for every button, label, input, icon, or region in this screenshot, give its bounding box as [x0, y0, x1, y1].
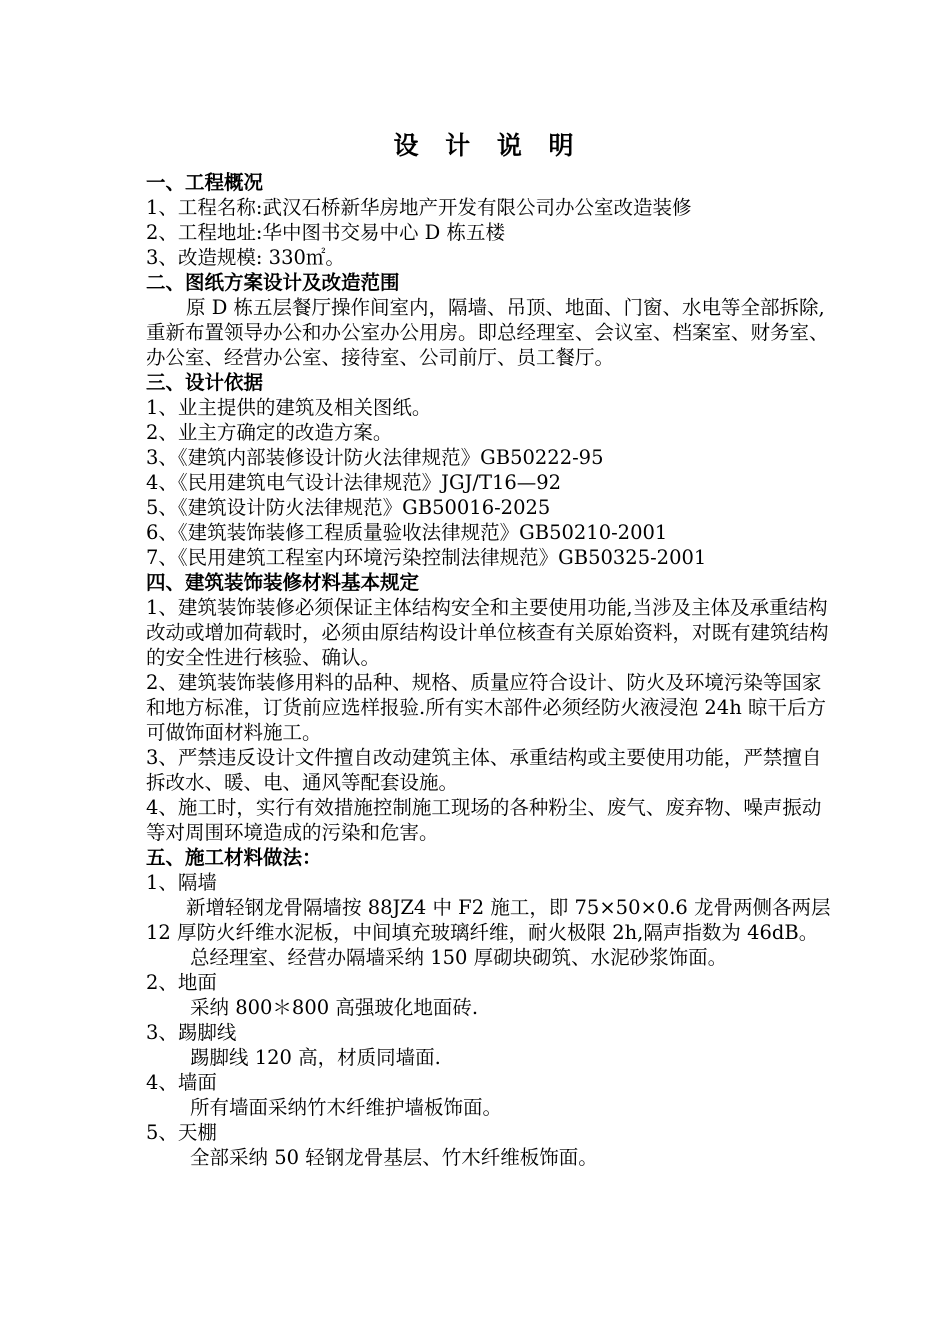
overview-project-address: 2、工程地址:华中图书交易中心 D 栋五楼: [146, 221, 506, 244]
basis-item: 7、《民用建筑工程室内环境污染控制法律规范》GB50325-2001: [146, 546, 707, 569]
skirting-paragraph: 踢脚线 120 高，材质同墙面.: [190, 1046, 441, 1069]
section-heading-overview: 一、工程概况: [146, 171, 264, 194]
wall-paragraph: 所有墙面采纳竹木纤维护墙板饰面。: [190, 1096, 503, 1119]
floor-paragraph: 采纳 800＊800 高强玻化地面砖.: [190, 996, 479, 1019]
page-title: 设 计 说 明: [393, 131, 583, 160]
regulation-paragraph: 3、严禁违反设计文件擅自改动建筑主体、承重结构或主要使用功能，严禁擅自拆改水、暖、电、通风等配套设施。: [146, 746, 822, 794]
partition-paragraph-2: 总经理室、经营办隔墙采纳 150 厚砌块砌筑、水泥砂浆饰面。: [190, 946, 728, 969]
overview-project-name: 1、工程名称:武汉石桥新华房地产开发有限公司办公室改造装修: [146, 196, 692, 219]
materials-item-skirting: 3、踢脚线: [146, 1021, 237, 1044]
section-heading-scope: 二、图纸方案设计及改造范围: [146, 271, 400, 294]
section-heading-regulations: 四、建筑装饰装修材料基本规定: [146, 571, 420, 594]
materials-item-ceiling: 5、天棚: [146, 1121, 217, 1144]
materials-item-floor: 2、地面: [146, 971, 217, 994]
basis-item: 2、业主方确定的改造方案。: [146, 421, 393, 444]
materials-item-partition: 1、隔墙: [146, 871, 217, 894]
basis-item: 6、《建筑装饰装修工程质量验收法律规范》GB50210-2001: [146, 521, 668, 544]
materials-item-wall: 4、墙面: [146, 1071, 217, 1094]
basis-item: 5、《建筑设计防火法律规范》GB50016-2025: [146, 496, 551, 519]
ceiling-paragraph: 全部采纳 50 轻钢龙骨基层、竹木纤维板饰面。: [190, 1146, 598, 1169]
partition-paragraph: 新增轻钢龙骨隔墙按 88JZ4 中 F2 施工，即 75×50×0.6 龙骨两侧各两层 12 厚防火纤维水泥板，中间填充玻璃纤维，耐火极限 2h,隔声指数为 46dB。: [146, 896, 831, 944]
regulation-paragraph: 1、建筑装饰装修必须保证主体结构安全和主要使用功能,当涉及主体及承重结构改动或增加荷载时，必须由原结构设计单位核查有关原始资料，对既有建筑结构的安全性进行核验、确认。: [146, 596, 829, 669]
regulation-paragraph: 2、建筑装饰装修用料的品种、规格、质量应符合设计、防火及环境污染等国家和地方标准，订货前应选样报验.所有实木部件必须经防火液浸泡 24h 晾干后方可做饰面材料施工。: [146, 671, 826, 744]
scope-paragraph: 原 D 栋五层餐厅操作间室内，隔墙、吊顶、地面、门窗、水电等全部拆除,重新布置领导办公和办公室办公用房。即总经理室、会议室、档案室、财务室、办公室、经营办公室、接待室、公司前厅、员工餐厅。: [146, 296, 829, 369]
section-heading-materials: 五、施工材料做法：: [146, 846, 322, 869]
overview-project-scale: 3、改造规模: 330㎡。: [146, 246, 345, 269]
basis-item: 1、业主提供的建筑及相关图纸。: [146, 396, 432, 419]
regulation-paragraph: 4、施工时，实行有效措施控制施工现场的各种粉尘、废气、废弃物、噪声振动等对周围环境造成的污染和危害。: [146, 796, 822, 844]
basis-item: 3、《建筑内部装修设计防火法律规范》GB50222-95: [146, 446, 604, 469]
basis-item: 4、《民用建筑电气设计法律规范》JGJ/T16—92: [146, 471, 562, 494]
section-heading-basis: 三、设计依据: [146, 371, 264, 394]
